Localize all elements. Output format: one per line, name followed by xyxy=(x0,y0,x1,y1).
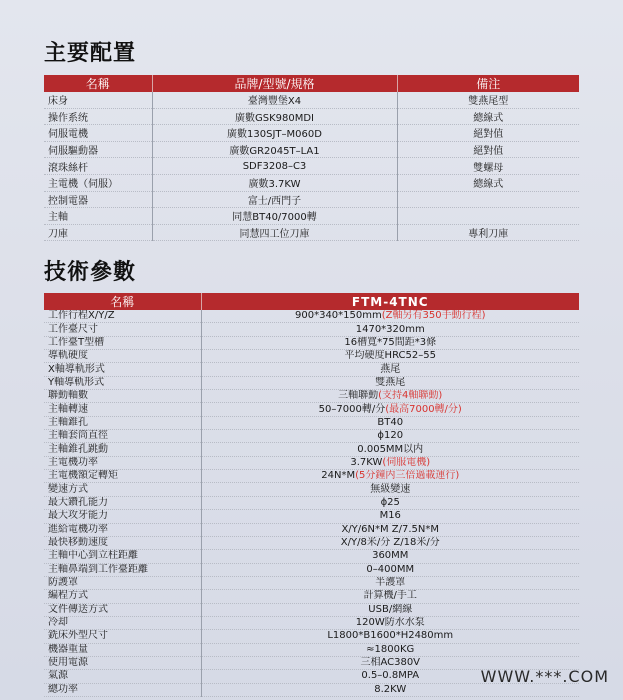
table-row xyxy=(44,376,579,389)
table-header-row xyxy=(44,75,579,92)
param-name: 最大鑽孔能力 xyxy=(44,496,201,509)
table-row xyxy=(44,443,579,456)
param-value: 三相AC380V xyxy=(360,657,421,669)
param-value-cell xyxy=(201,616,579,629)
param-value: BT40 xyxy=(377,416,404,428)
cell-name: 伺服電機 xyxy=(44,125,152,142)
cell-name: 床身 xyxy=(44,92,152,108)
param-name: 主軸轉速 xyxy=(44,403,201,416)
table-row xyxy=(44,550,579,563)
param-value-cell xyxy=(201,363,579,376)
param-name: 使用電源 xyxy=(44,656,201,669)
param-value: 24N*M xyxy=(321,470,356,482)
param-value-cell xyxy=(201,510,579,523)
param-name: 銑床外型尺寸 xyxy=(44,630,201,643)
param-note: (支持4軸聯動) xyxy=(378,390,443,402)
param-name: Y軸導軌形式 xyxy=(44,376,201,389)
param-value-cell xyxy=(201,563,579,576)
param-name: 進給電機功率 xyxy=(44,523,201,536)
param-value: ≈1800KG xyxy=(366,643,415,655)
table-row xyxy=(44,510,579,523)
table-row xyxy=(44,323,579,336)
cell-remarks xyxy=(397,208,579,225)
param-name: 主軸鼻端到工作臺距離 xyxy=(44,563,201,576)
table-row xyxy=(44,191,579,208)
param-value-cell xyxy=(201,390,579,403)
param-value: M16 xyxy=(379,510,401,522)
header-model: FTM-4TNC xyxy=(201,293,579,310)
param-value-cell xyxy=(201,630,579,643)
param-name: 主軸中心到立柱距離 xyxy=(44,550,201,563)
param-value: X/Y/8米/分 Z/18米/分 xyxy=(340,537,440,549)
table-row xyxy=(44,496,579,509)
table-row xyxy=(44,208,579,225)
cell-brand-model: 同慧四工位刀庫 xyxy=(152,224,397,241)
table-row xyxy=(44,603,579,616)
cell-name: 控制電器 xyxy=(44,191,152,208)
cell-remarks: 絕對值 xyxy=(397,141,579,158)
section-title-main-config: 主要配置 xyxy=(44,41,137,66)
param-value: 1470*320mm xyxy=(355,323,425,335)
cell-brand-model: 廣數130SJT–M060D xyxy=(152,125,397,142)
table-row xyxy=(44,470,579,483)
param-value-cell xyxy=(201,603,579,616)
cell-name: 伺服驅動器 xyxy=(44,141,152,158)
param-value-cell xyxy=(201,376,579,389)
table-row xyxy=(44,563,579,576)
param-name: 冷却 xyxy=(44,616,201,629)
param-value: 雙燕尾 xyxy=(375,376,406,388)
param-value: 16槽寬*75間距*3條 xyxy=(344,336,437,348)
cell-name: 操作系统 xyxy=(44,108,152,125)
cell-remarks: 雙螺母 xyxy=(397,158,579,175)
param-value: USB/網線 xyxy=(368,603,413,615)
cell-remarks: 雙燕尾型 xyxy=(397,92,579,108)
param-name: X軸導軌形式 xyxy=(44,363,201,376)
param-name: 氣源 xyxy=(44,670,201,683)
cell-brand-model: 臺灣豐堡X4 xyxy=(152,92,397,108)
cell-remarks: 總線式 xyxy=(397,108,579,125)
table-row xyxy=(44,108,579,125)
param-name: 主軸錐孔跳動 xyxy=(44,443,201,456)
param-value: 三軸聯動 xyxy=(338,390,379,402)
cell-brand-model: 同慧BT40/7000轉 xyxy=(152,208,397,225)
cell-name: 主電機（伺服） xyxy=(44,174,152,191)
param-value: 計算機/手工 xyxy=(363,590,417,602)
section-title-tech-params: 技術參數 xyxy=(44,260,137,285)
param-value: X/Y/6N*M Z/7.5N*M xyxy=(341,523,440,535)
param-name: 主軸錐孔 xyxy=(44,416,201,429)
table-row xyxy=(44,310,579,323)
param-name: 工作臺尺寸 xyxy=(44,323,201,336)
table-row xyxy=(44,403,579,416)
table-row xyxy=(44,336,579,349)
table-row xyxy=(44,643,579,656)
param-name: 主電機功率 xyxy=(44,456,201,469)
main-config-table xyxy=(44,75,579,241)
table-row xyxy=(44,616,579,629)
param-value: L1800*B1600*H2480mm xyxy=(327,630,454,642)
tech-params-table xyxy=(44,293,579,697)
cell-brand-model: 廣數3.7KW xyxy=(152,174,397,191)
table-row xyxy=(44,390,579,403)
cell-brand-model: 廣數GSK980MDI xyxy=(152,108,397,125)
param-value-cell xyxy=(201,416,579,429)
param-name: 變速方式 xyxy=(44,483,201,496)
param-value-cell xyxy=(201,536,579,549)
param-name: 防護罩 xyxy=(44,576,201,589)
header-name: 名稱 xyxy=(44,293,201,310)
cell-remarks: 絕對值 xyxy=(397,125,579,142)
param-name: 文件傳送方式 xyxy=(44,603,201,616)
table-header-row xyxy=(44,293,579,310)
table-row xyxy=(44,158,579,175)
table-row xyxy=(44,416,579,429)
param-value-cell xyxy=(201,350,579,363)
param-value: 平均硬度HRC52–55 xyxy=(344,350,436,362)
table-row xyxy=(44,630,579,643)
param-value: 半護罩 xyxy=(375,577,406,589)
param-value-cell xyxy=(201,430,579,443)
table-row xyxy=(44,92,579,108)
param-value: 360MM xyxy=(372,550,409,562)
table-row xyxy=(44,350,579,363)
param-value-cell xyxy=(201,470,579,483)
param-name: 編程方式 xyxy=(44,590,201,603)
table-row xyxy=(44,536,579,549)
cell-name: 主軸 xyxy=(44,208,152,225)
param-value-cell xyxy=(201,403,579,416)
param-name: 主軸套筒直徑 xyxy=(44,430,201,443)
cell-remarks xyxy=(397,191,579,208)
param-name: 聯動軸數 xyxy=(44,390,201,403)
table-row xyxy=(44,483,579,496)
watermark: WWW.***.COM xyxy=(480,667,609,686)
param-value-cell xyxy=(201,323,579,336)
param-name: 工作行程X/Y/Z xyxy=(44,310,201,323)
cell-brand-model: SDF3208–C3 xyxy=(152,158,397,175)
param-value: 900*340*150mm xyxy=(295,310,382,322)
param-note: (伺服電機) xyxy=(382,456,431,468)
table-row xyxy=(44,430,579,443)
param-value: 無級變速 xyxy=(370,483,411,495)
header-name: 名稱 xyxy=(44,75,152,92)
param-note: (最高7000轉/分) xyxy=(385,403,462,415)
param-name: 導軌硬度 xyxy=(44,350,201,363)
param-value-cell xyxy=(201,643,579,656)
param-name: 工作臺T型槽 xyxy=(44,336,201,349)
param-value-cell xyxy=(201,336,579,349)
cell-brand-model: 富士/西門子 xyxy=(152,191,397,208)
table-row xyxy=(44,141,579,158)
table-row xyxy=(44,523,579,536)
param-value: 0.5–0.8MPA xyxy=(361,670,420,682)
param-note: (Z軸另有350手動行程) xyxy=(381,310,486,322)
param-name: 最快移動速度 xyxy=(44,536,201,549)
param-value-cell xyxy=(201,523,579,536)
param-value-cell xyxy=(201,310,579,323)
param-value-cell xyxy=(201,443,579,456)
table-row xyxy=(44,363,579,376)
param-value-cell xyxy=(201,576,579,589)
header-brand-model: 品牌/型號/規格 xyxy=(152,75,397,92)
table-row xyxy=(44,576,579,589)
param-value: 50–7000轉/分 xyxy=(318,403,386,415)
param-value: 0–400MM xyxy=(366,563,415,575)
param-value-cell xyxy=(201,590,579,603)
table-row xyxy=(44,174,579,191)
table-row xyxy=(44,224,579,241)
param-value: ϕ120 xyxy=(377,430,404,442)
table-row xyxy=(44,590,579,603)
param-value: ϕ25 xyxy=(380,496,400,508)
param-value: 燕尾 xyxy=(380,363,401,375)
param-value-cell xyxy=(201,550,579,563)
cell-name: 刀庫 xyxy=(44,224,152,241)
header-remarks: 備注 xyxy=(397,75,579,92)
param-value: 8.2KW xyxy=(374,683,407,695)
cell-name: 滾珠絲杆 xyxy=(44,158,152,175)
param-name: 主電機額定轉矩 xyxy=(44,470,201,483)
param-value-cell xyxy=(201,456,579,469)
param-name: 總功率 xyxy=(44,683,201,696)
param-value: 120W防水水泵 xyxy=(355,617,425,629)
table-row xyxy=(44,456,579,469)
param-name: 機器重量 xyxy=(44,643,201,656)
param-value-cell xyxy=(201,483,579,496)
param-name: 最大攻牙能力 xyxy=(44,510,201,523)
param-note: (5分鐘内三倍過載運行) xyxy=(355,470,460,482)
param-value-cell xyxy=(201,496,579,509)
cell-brand-model: 廣數GR2045T–LA1 xyxy=(152,141,397,158)
param-value: 0.005MM以内 xyxy=(357,443,424,455)
cell-remarks: 總線式 xyxy=(397,174,579,191)
cell-remarks: 專利刀庫 xyxy=(397,224,579,241)
param-value: 3.7KW xyxy=(350,456,383,468)
table-row xyxy=(44,125,579,142)
